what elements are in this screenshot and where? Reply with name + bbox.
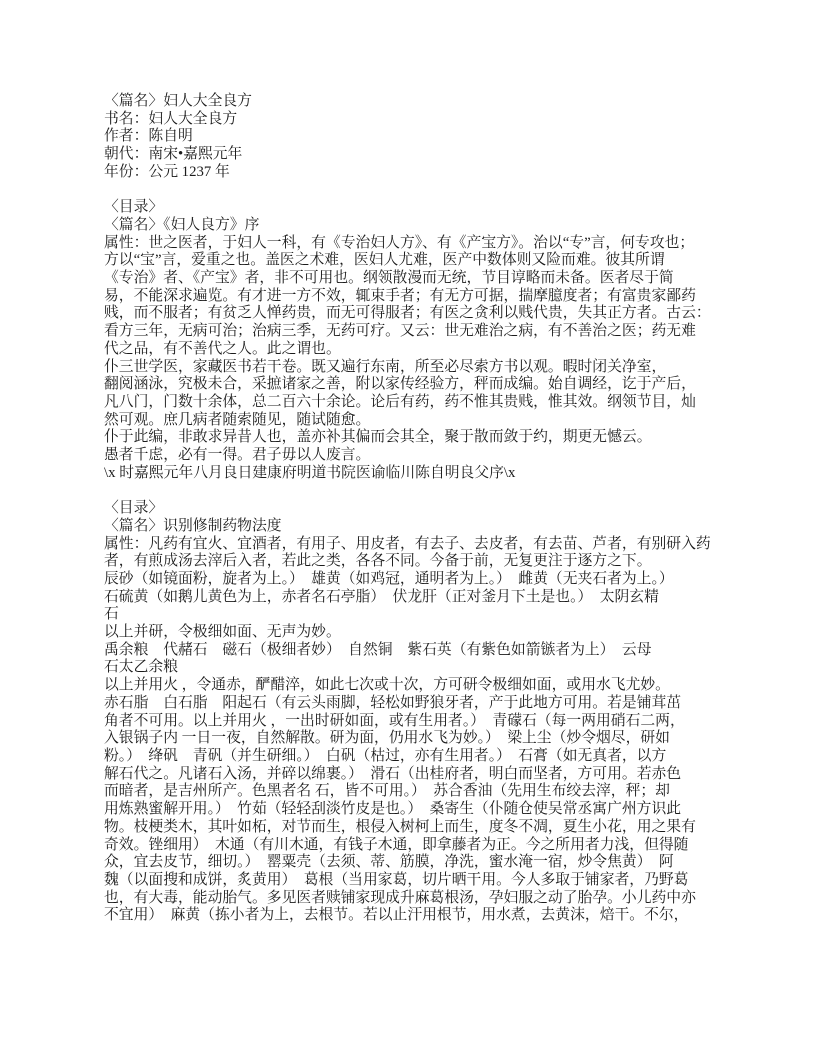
text-line: 仆三世学医，家藏医书若干卷。既又遍行东南，所至必尽索方书以观。暇时闭关净室， (104, 358, 667, 375)
section-drug-preparation-rules (104, 500, 776, 925)
text-line: 仆于此编，非敢求异昔人也，盖亦补其偏而会其全，聚于散而敛于约，期更无憾云。 (104, 429, 652, 446)
text-line: 属性：凡药有宜火、宜酒者，有用子、用皮者，有去子、去皮者，有去苗、芦者，有别研入药 (104, 535, 711, 552)
text-line: 用炼熟蜜解开用。） 竹茹（轻轻刮淡竹皮是也。） 桑寄生（仆随仓使吴常丞寓广州方识此 (104, 801, 682, 818)
text-line: 易，不能深求遍览。有才进一方不效，辄束手者；有无方可据，揣摩臆度者；有富贵家鄙药 (104, 287, 696, 304)
text-line: 〈篇名〉《妇人良方》序 (104, 216, 260, 233)
text-line: 而暗者，是吉州所产。色黑者名 石，皆不可用。） 苏合香油（先用生布绞去滓，秤；却 (104, 783, 670, 800)
text-line: 石 (104, 606, 119, 623)
text-line: 属性：世之医者，于妇人一科，有《专治妇人方》、有《产宝方》。治以“专”言，何专攻也； (104, 234, 695, 251)
text-line: 年份：公元 1237 年 (104, 163, 230, 180)
text-line: 以上并研，令极细如面、无声为妙。 (104, 624, 341, 641)
text-line: 众，宜去皮节，细切。） 罂粟壳（去须、蒂、筋膜，净洗，蜜水淹一宿，炒令焦黄） 阿 (104, 854, 674, 871)
text-line: 者，有煎成汤去滓后入者，若此之类，各各不同。今备于前，无复更注于逐方之下。 (104, 553, 652, 570)
text-line: 以上并用火 ，令通赤，酽醋淬，如此七次或十次，方可研令极细如面，或用水飞尤妙。 (104, 677, 670, 694)
text-line: 物。枝梗类木，其叶如柘，对节而生，根侵入树柯上而生，度冬不凋，夏生小花，用之果有 (104, 818, 696, 835)
text-line: 书名：妇人大全良方 (104, 110, 238, 127)
blank-line (104, 482, 776, 500)
text-line: 粉。） 绛矾 青矾（并生研细。） 白矾（枯过，亦有生用者。） 石膏（如无真者，以方 (104, 747, 667, 764)
section-preface (104, 199, 776, 482)
text-line: 愚者千虑，必有一得。君子毋以人废言。 (104, 447, 371, 464)
text-line: 看方三年，无病可治；治病三季，无药可疗。又云：世无难治之病，有不善治之医；药无难 (104, 323, 696, 340)
text-line: 〈篇名〉妇人大全良方 (104, 93, 252, 109)
text-line: 翻阅涵泳，究极未合，采摭诸家之善，附以家传经验方，秤而成编。始自调经，讫于产后， (104, 376, 696, 393)
text-line: 凡八门，门数十余体，总二百六十余论。论后有药，药不惟其贵贱，惟其效。纲领节目，灿 (104, 393, 696, 410)
text-line: 石太乙余粮 (104, 659, 178, 676)
blank-line (104, 182, 776, 200)
text-line: 解石代之。凡诸石入汤，并碎以绵裹。） 滑石（出桂府者，明白而坚者，方可用。若赤色 (104, 765, 682, 782)
text-line: \x 时嘉熙元年八月良日建康府明道书院医谕临川陈自明良父序\x (104, 464, 516, 481)
text-line: 辰砂（如镜面粉，旋者为上。） 雄黄（如鸡冠，通明者为上。） 雌黄（无夹石者为上。） (104, 570, 674, 587)
text-line: 〈篇名〉识别修制药物法度 (104, 517, 282, 534)
text-line: 〈目录〉 (104, 199, 164, 216)
text-line: 也，有大毒，能动胎气。多见医者赎铺家现成升麻葛根汤，孕妇服之动了胎孕。小儿药中亦 (104, 889, 696, 906)
text-line: 魏（以面搜和成饼，炙黄用） 葛根（当用家葛，切片晒干用。今人多取于铺家者，乃野葛 (104, 871, 689, 888)
section-book-meta (104, 93, 776, 182)
text-line: 作者：陈自明 (104, 128, 193, 145)
text-line: 朝代：南宋•嘉熙元年 (104, 146, 243, 163)
text-line: 〈目录〉 (104, 500, 164, 517)
text-line: 方以“宝”言，爱重之也。盖医之术难，医妇人尤难，医产中数体则又险而难。彼其所谓 (104, 252, 665, 269)
text-line: 然可观。庶几病者随索随见，随试随愈。 (104, 411, 371, 428)
text-line: 贱，而不服者；有贫乏人惮药贵，而无可得服者；有医之贪利以贱代贵，失其正方者。古云： (104, 305, 711, 322)
text-line: 赤石脂 白石脂 阳起石（有云头雨脚，轻松如野狼牙者，产于此地方可用。若是铺茸茁 (104, 694, 682, 711)
text-line: 角者不可用。以上并用火 ，一出时研如面，或有生用者。） 青礞石（每一两用硝石二两， (104, 712, 685, 729)
text-line: 入银锅子内 一日一夜，自然解散。研为面，仍用水飞为妙。） 梁上尘（炒令烟尽，研如 (104, 730, 670, 747)
text-line: 奇效。锉细用） 木通（有川木通，有钱子木通，即拿藤者为正。今之所用者力浅，但得随 (104, 836, 689, 853)
text-line: 代之品，有不善代之人。此之谓也。 (104, 340, 341, 357)
text-line: 禹余粮 代赭石 磁石（极细者妙） 自然铜 紫石英（有紫色如箭镞者为上） 云母 (104, 641, 652, 658)
text-line: 不宜用） 麻黄（拣小者为上，去根节。若以止汗用根节，用水煮，去黄沫，焙干。不尔， (104, 907, 689, 924)
text-line: 石硫黄（如鹅儿黄色为上，赤者名石亭脂） 伏龙肝（正对釜月下土是也。） 太阴玄精 (104, 588, 659, 605)
text-line: 《专治》者、《产宝》者，非不可用也。纲领散漫而无统，节目谆略而未备。医者尽于简 (104, 270, 674, 287)
